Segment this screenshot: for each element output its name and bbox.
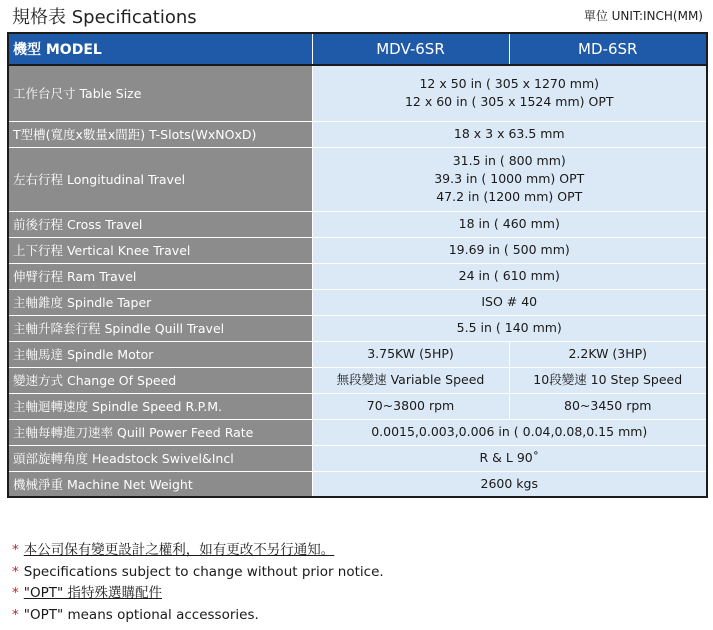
spec-value-model-2: 10段變速 10 Step Speed — [509, 367, 707, 393]
notes — [12, 540, 384, 626]
spec-value-model-1: 70~3800 rpm — [312, 393, 509, 419]
spec-value-line: 39.3 in ( 1000 mm) OPT — [434, 171, 585, 186]
note-item — [12, 583, 384, 605]
spec-value: R & L 90˚ — [312, 445, 707, 471]
spec-value — [312, 65, 707, 121]
page-title: 規格表 Specifications — [12, 7, 197, 28]
note-text: "OPT" 指特殊選購配件 — [23, 585, 162, 601]
note-asterisk: * — [12, 563, 19, 580]
table-row — [8, 419, 707, 445]
spec-label: T型槽(寬度x數量x間距) T-Slots(WxNOxD) — [8, 121, 312, 147]
header-row — [8, 33, 707, 65]
table-row — [8, 315, 707, 341]
spec-label: 主軸馬達 Spindle Motor — [8, 341, 312, 367]
note-text: "OPT" means optional accessories. — [23, 606, 259, 623]
table-row — [8, 237, 707, 263]
table-row — [8, 289, 707, 315]
spec-value-line: 12 x 50 in ( 305 x 1270 mm) — [419, 76, 600, 92]
note-item — [12, 562, 384, 584]
spec-label: 前後行程 Cross Travel — [8, 211, 312, 237]
table-row — [8, 445, 707, 471]
spec-label: 左右行程 Longitudinal Travel — [8, 147, 312, 211]
spec-label: 機械淨重 Machine Net Weight — [8, 471, 312, 497]
spec-value-line: 12 x 60 in ( 305 x 1524 mm) OPT — [404, 94, 614, 110]
note-text: 本公司保有變更設計之權利，如有更改不另行通知。 — [23, 542, 335, 558]
spec-value-line: 47.2 in (1200 mm) OPT — [436, 189, 583, 204]
table-row — [8, 211, 707, 237]
table-row — [8, 367, 707, 393]
spec-label: 上下行程 Vertical Knee Travel — [8, 237, 312, 263]
note-item — [12, 540, 384, 562]
model-name-2: MD-6SR — [509, 33, 707, 65]
note-item — [12, 605, 384, 627]
spec-value: 5.5 in ( 140 mm) — [312, 315, 707, 341]
table-row — [8, 341, 707, 367]
spec-value: 2600 kgs — [312, 471, 707, 497]
spec-value: 19.69 in ( 500 mm) — [312, 237, 707, 263]
spec-value-model-2: 2.2KW (3HP) — [509, 341, 707, 367]
spec-label: 伸臂行程 Ram Travel — [8, 263, 312, 289]
unit-label: 單位 UNIT:INCH(MM) — [583, 9, 703, 23]
spec-value-model-1: 3.75KW (5HP) — [312, 341, 509, 367]
note-asterisk: * — [12, 585, 19, 601]
spec-value-model-2: 80~3450 rpm — [509, 393, 707, 419]
table-row — [8, 121, 707, 147]
spec-value-line: 31.5 in ( 800 mm) — [452, 153, 566, 168]
spec-table — [7, 32, 708, 498]
spec-value: 18 x 3 x 63.5 mm — [312, 121, 707, 147]
spec-label: 主軸每轉進刀速率 Quill Power Feed Rate — [8, 419, 312, 445]
note-asterisk: * — [12, 606, 19, 623]
spec-value: 24 in ( 610 mm) — [312, 263, 707, 289]
spec-label: 頭部旋轉角度 Headstock Swivel&Incl — [8, 445, 312, 471]
note-text: Specifications subject to change without prior notice. — [23, 563, 384, 580]
spec-value: 18 in ( 460 mm) — [312, 211, 707, 237]
spec-label: 變速方式 Change Of Speed — [8, 367, 312, 393]
spec-value: 0.0015,0.003,0.006 in ( 0.04,0.08,0.15 mm) — [312, 419, 707, 445]
model-name-1: MDV-6SR — [312, 33, 509, 65]
spec-label: 主軸升降套行程 Spindle Quill Travel — [8, 315, 312, 341]
table-row — [8, 147, 707, 211]
spec-label: 工作台尺寸 Table Size — [8, 65, 312, 121]
table-row — [8, 65, 707, 121]
spec-value — [312, 147, 707, 211]
spec-label: 主軸錐度 Spindle Taper — [8, 289, 312, 315]
note-asterisk: * — [12, 542, 19, 558]
table-row — [8, 471, 707, 497]
table-row — [8, 263, 707, 289]
spec-label: 主軸迴轉速度 Spindle Speed R.P.M. — [8, 393, 312, 419]
table-row — [8, 393, 707, 419]
spec-value: ISO # 40 — [312, 289, 707, 315]
spec-value-model-1: 無段變速 Variable Speed — [312, 367, 509, 393]
model-header: 機型 MODEL — [8, 33, 312, 65]
